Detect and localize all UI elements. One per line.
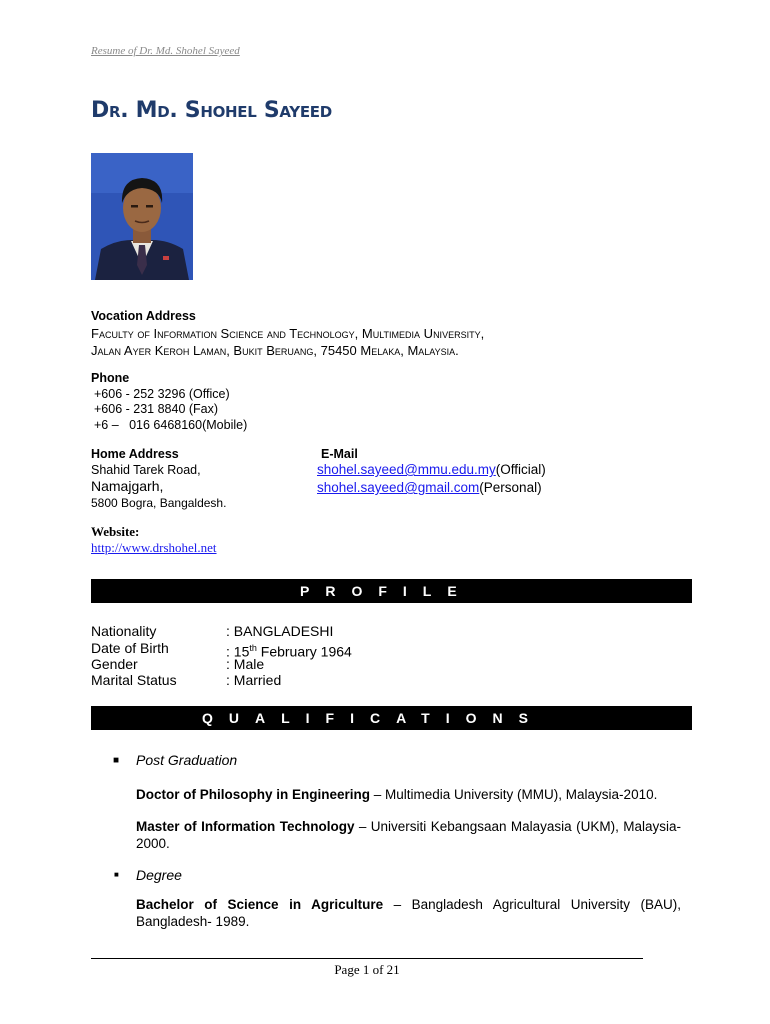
portrait-icon [91, 153, 193, 280]
bsc-details: – Bangladesh Agricultural University (BAU), Bangladesh- 1989. [136, 897, 681, 929]
page-number: Page 1 of 21 [334, 962, 400, 977]
degree-heading: Degree [136, 867, 182, 883]
vocation-address-line2: Jalan Ayer Keroh Laman, Bukit Beruang, 75450 Melaka, Malaysia. [91, 343, 459, 358]
email-personal-link[interactable]: shohel.sayeed@gmail.com [317, 480, 480, 495]
dob-month-year: February 1964 [256, 643, 352, 660]
website-label: Website: [91, 524, 140, 539]
profile-label-marital: Marital Status [91, 672, 177, 688]
home-address-label: Home Address [91, 447, 179, 461]
website-link[interactable]: http://www.drshohel.net [91, 540, 217, 555]
home-address-line1: Shahid Tarek Road, [91, 463, 201, 477]
phone-mobile: +6 – 016 6468160(Mobile) [94, 418, 248, 432]
dob-day: : 15 [226, 643, 250, 660]
mit-details: – Universiti Kebangsaan Malayasia (UKM), Malaysia-2000. [136, 819, 681, 851]
email-official-row [317, 462, 546, 477]
mit-title: Master of Information Technology [136, 819, 355, 834]
bullet-icon: ■ [114, 870, 119, 879]
phd-title: Doctor of Philosophy in Engineering [136, 787, 371, 802]
home-address-line3: 5800 Bogra, Bangaldesh. [91, 496, 227, 510]
bsc-title: Bachelor of Science in Agriculture [136, 897, 384, 912]
phone-label: Phone [91, 371, 130, 385]
qualification-bsc [136, 896, 681, 930]
profile-value-nationality: : BANGLADESHI [226, 623, 334, 639]
email-personal-tag: (Personal) [479, 480, 542, 495]
profile-photo [91, 153, 193, 280]
profile-label-nationality: Nationality [91, 623, 157, 639]
email-official-link[interactable]: shohel.sayeed@mmu.edu.my [317, 462, 496, 477]
profile-label-gender: Gender [91, 656, 138, 672]
bullet-icon: ■ [113, 755, 120, 766]
vocation-address-label: Vocation Address [91, 309, 196, 323]
qualifications-section-bar [91, 706, 692, 730]
qualification-phd [136, 786, 681, 803]
profile-label-dob: Date of Birth [91, 640, 169, 656]
phd-details: – Multimedia University (MMU), Malaysia-2010. [370, 787, 658, 802]
email-official-tag: (Official) [495, 462, 546, 477]
post-graduation-heading: Post Graduation [136, 752, 238, 768]
qualifications-heading: QUALIFICATIONS [202, 710, 544, 726]
vocation-address-line1: Faculty of Information Science and Technology, Multimedia University, [91, 326, 485, 341]
profile-section-bar [91, 579, 692, 603]
running-header: Resume of Dr. Md. Shohel Sayeed [91, 45, 240, 57]
email-label: E-Mail [321, 447, 358, 461]
profile-value-gender: : Male [226, 656, 265, 672]
home-address-line2: Namajgarh, [91, 478, 164, 494]
profile-heading: PROFILE [300, 583, 473, 599]
phone-fax: +606 - 231 8840 (Fax) [94, 402, 219, 416]
qualification-mit [136, 818, 681, 852]
profile-value-marital: : Married [226, 672, 282, 688]
email-personal-row [317, 480, 542, 495]
page-title: Dr. Md. Shohel Sayeed [91, 98, 332, 123]
dob-suffix: th [249, 643, 257, 653]
footer-divider [91, 958, 643, 959]
phone-office: +606 - 252 3296 (Office) [94, 387, 230, 401]
